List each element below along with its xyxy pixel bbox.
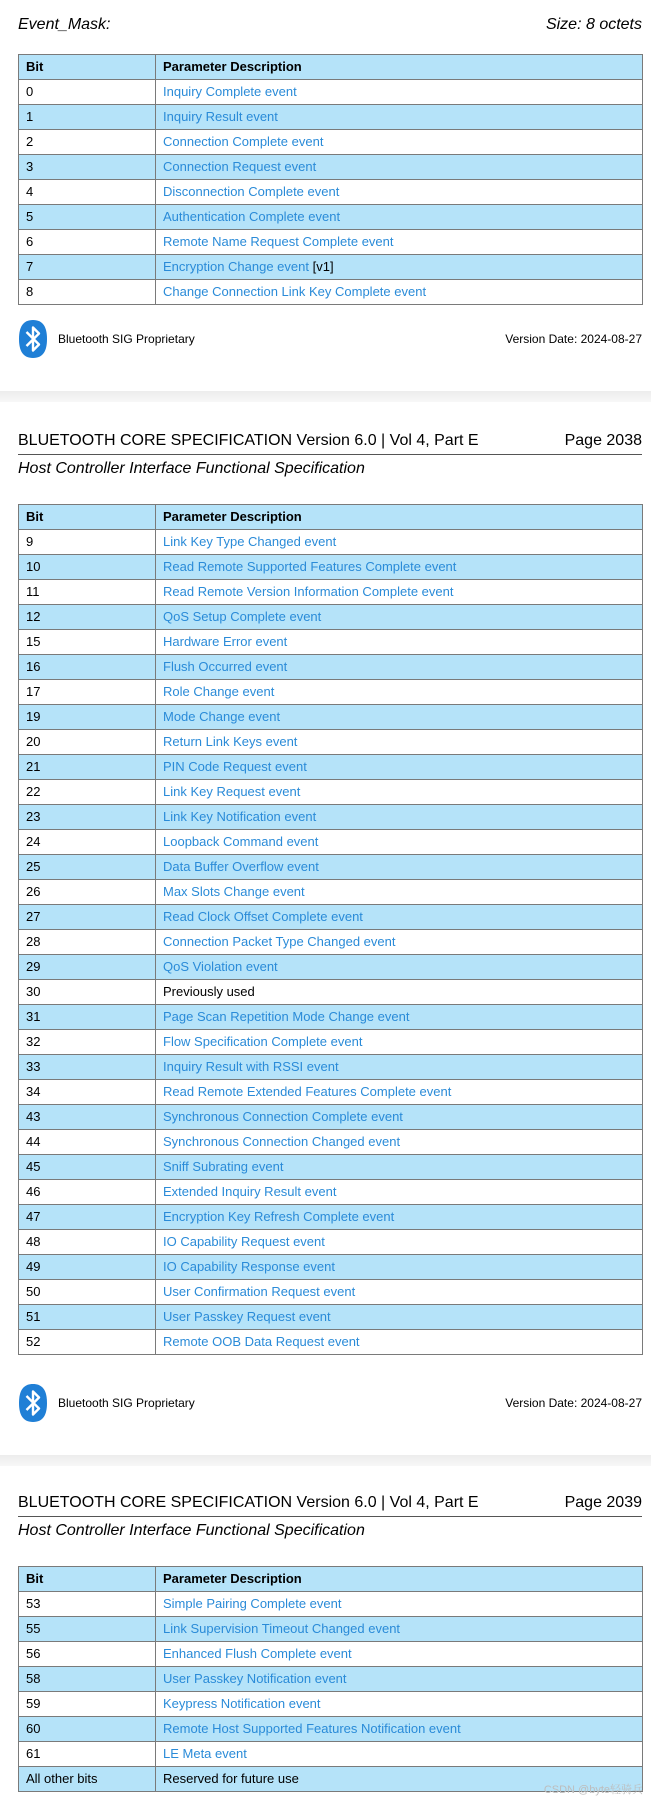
- table-row: [19, 1667, 643, 1692]
- description-cell: [156, 1180, 643, 1205]
- event-link[interactable]: Flow Specification Complete event: [163, 1034, 363, 1049]
- table-row: [19, 205, 643, 230]
- bit-cell: 50: [19, 1280, 156, 1305]
- description-cell: [156, 555, 643, 580]
- description-cell: [156, 255, 643, 280]
- page-header: [18, 432, 642, 478]
- description-cell: [156, 805, 643, 830]
- event-link[interactable]: Link Key Type Changed event: [163, 534, 337, 549]
- table-row: [19, 1255, 643, 1280]
- description-cell: [156, 1030, 643, 1055]
- table-row: [19, 80, 643, 105]
- bit-cell: 46: [19, 1180, 156, 1205]
- bit-cell: 25: [19, 855, 156, 880]
- bit-cell: 26: [19, 880, 156, 905]
- description-cell: [156, 1055, 643, 1080]
- description-cell: [156, 180, 643, 205]
- event-link[interactable]: Keypress Notification event: [163, 1696, 321, 1711]
- event-link[interactable]: Connection Packet Type Changed event: [163, 934, 396, 949]
- description-cell: [156, 1280, 643, 1305]
- description-cell: [156, 905, 643, 930]
- event-link[interactable]: PIN Code Request event: [163, 759, 307, 774]
- event-link[interactable]: Link Key Notification event: [163, 809, 317, 824]
- table-row: [19, 1030, 643, 1055]
- page-2039: [0, 1466, 651, 1801]
- description-cell: [156, 1255, 643, 1280]
- spec-title: BLUETOOTH CORE SPECIFICATION Version 6.0 | Vol 4, Part E: [18, 1494, 479, 1511]
- table-row: [19, 755, 643, 780]
- description-cell: [156, 1305, 643, 1330]
- event-link[interactable]: Synchronous Connection Changed event: [163, 1134, 401, 1149]
- event-link[interactable]: Return Link Keys event: [163, 734, 298, 749]
- version-suffix: [v1]: [308, 259, 334, 274]
- description-cell: [156, 1230, 643, 1255]
- table-row: [19, 1617, 643, 1642]
- table-row: [19, 855, 643, 880]
- bit-cell: 1: [19, 105, 156, 130]
- description-cell: [156, 780, 643, 805]
- event-link[interactable]: QoS Violation event: [163, 959, 278, 974]
- table-row: [19, 230, 643, 255]
- page-gap: [0, 1455, 651, 1466]
- description-cell: [156, 130, 643, 155]
- column-header-description: Parameter Description: [156, 1567, 643, 1592]
- table-row: [19, 705, 643, 730]
- event-link[interactable]: Max Slots Change event: [163, 884, 305, 899]
- event-link[interactable]: Read Remote Supported Features Complete event: [163, 559, 457, 574]
- event-link[interactable]: Disconnection Complete event: [163, 184, 340, 199]
- bit-cell: 5: [19, 205, 156, 230]
- bit-cell: 58: [19, 1667, 156, 1692]
- description-cell: [156, 280, 643, 305]
- bit-cell: 59: [19, 1692, 156, 1717]
- table-row: [19, 830, 643, 855]
- footer-version-date: Version Date: 2024-08-27: [505, 1396, 642, 1410]
- table-row: [19, 1280, 643, 1305]
- bit-cell: 0: [19, 80, 156, 105]
- table-row: [19, 1592, 643, 1617]
- description-cell: [156, 1080, 643, 1105]
- bit-cell: 49: [19, 1255, 156, 1280]
- description-cell: [156, 755, 643, 780]
- event-link[interactable]: QoS Setup Complete event: [163, 609, 322, 624]
- event-link[interactable]: Mode Change event: [163, 709, 281, 724]
- event-link[interactable]: Flush Occurred event: [163, 659, 288, 674]
- table-row: [19, 1642, 643, 1667]
- bit-cell: 27: [19, 905, 156, 930]
- description-text: Reserved for future use: [163, 1771, 299, 1786]
- description-cell: [156, 105, 643, 130]
- description-text: Previously used: [163, 984, 255, 999]
- description-cell: [156, 1617, 643, 1642]
- event-link[interactable]: Remote OOB Data Request event: [163, 1334, 360, 1349]
- description-cell: [156, 80, 643, 105]
- event-link[interactable]: Remote Name Request Complete event: [163, 234, 394, 249]
- bit-cell: 52: [19, 1330, 156, 1355]
- table-row: [19, 680, 643, 705]
- table-row: [19, 580, 643, 605]
- bit-cell: 31: [19, 1005, 156, 1030]
- page-number: Page 2039: [564, 1494, 642, 1511]
- page-1: [0, 0, 651, 391]
- table-row: [19, 1105, 643, 1130]
- bit-cell: 45: [19, 1155, 156, 1180]
- bit-cell: 55: [19, 1617, 156, 1642]
- description-cell: [156, 1205, 643, 1230]
- table-row: [19, 1330, 643, 1355]
- event-link[interactable]: Authentication Complete event: [163, 209, 341, 224]
- bit-cell: 2: [19, 130, 156, 155]
- event-link[interactable]: LE Meta event: [163, 1746, 247, 1761]
- bit-cell: 6: [19, 230, 156, 255]
- event-link[interactable]: User Passkey Request event: [163, 1309, 331, 1324]
- description-cell: [156, 955, 643, 980]
- bit-cell: 29: [19, 955, 156, 980]
- description-cell: [156, 655, 643, 680]
- table-row: [19, 1692, 643, 1717]
- table-row: [19, 1305, 643, 1330]
- page-number: Page 2038: [564, 432, 642, 449]
- page-gap: [0, 391, 651, 402]
- bit-cell: 7: [19, 255, 156, 280]
- event-link[interactable]: Connection Request event: [163, 159, 317, 174]
- bluetooth-icon: [18, 1383, 48, 1423]
- bluetooth-icon: [18, 319, 48, 359]
- event-mask-table-3: [18, 1566, 643, 1792]
- table-row: [19, 1205, 643, 1230]
- bit-cell: 48: [19, 1230, 156, 1255]
- bit-cell: All other bits: [19, 1767, 156, 1792]
- event-link[interactable]: User Confirmation Request event: [163, 1284, 356, 1299]
- table-row: [19, 930, 643, 955]
- table-row: [19, 1130, 643, 1155]
- spec-subtitle: Host Controller Interface Functional Specification: [18, 460, 365, 477]
- event-link[interactable]: Extended Inquiry Result event: [163, 1184, 337, 1199]
- event-link[interactable]: IO Capability Response event: [163, 1259, 335, 1274]
- event-link[interactable]: Hardware Error event: [163, 634, 288, 649]
- description-cell: [156, 1592, 643, 1617]
- description-cell: [156, 1692, 643, 1717]
- bit-cell: 15: [19, 630, 156, 655]
- event-link[interactable]: Data Buffer Overflow event: [163, 859, 319, 874]
- bit-cell: 3: [19, 155, 156, 180]
- bit-cell: 11: [19, 580, 156, 605]
- bit-cell: 34: [19, 1080, 156, 1105]
- event-link[interactable]: Link Supervision Timeout Changed event: [163, 1621, 401, 1636]
- event-link[interactable]: Inquiry Result event: [163, 109, 278, 124]
- table-row: [19, 1005, 643, 1030]
- bit-cell: 17: [19, 680, 156, 705]
- table-row: [19, 905, 643, 930]
- description-cell: [156, 1005, 643, 1030]
- table-header-row: [19, 1567, 643, 1592]
- bit-cell: 30: [19, 980, 156, 1005]
- column-header-bit: Bit: [19, 1567, 156, 1592]
- table-row: [19, 105, 643, 130]
- description-cell: [156, 230, 643, 255]
- event-link[interactable]: Inquiry Result with RSSI event: [163, 1059, 339, 1074]
- event-link[interactable]: Sniff Subrating event: [163, 1159, 284, 1174]
- table-row: [19, 130, 643, 155]
- description-cell: [156, 730, 643, 755]
- table-row: [19, 805, 643, 830]
- bit-cell: 47: [19, 1205, 156, 1230]
- description-cell: [156, 855, 643, 880]
- table-header-row: [19, 505, 643, 530]
- table-row: [19, 180, 643, 205]
- bit-cell: 22: [19, 780, 156, 805]
- footer-proprietary: Bluetooth SIG Proprietary: [58, 1396, 195, 1410]
- table-row: [19, 630, 643, 655]
- description-cell: [156, 605, 643, 630]
- column-header-bit: Bit: [19, 55, 156, 80]
- description-cell: [156, 1667, 643, 1692]
- table-header-row: [19, 55, 643, 80]
- bit-cell: 32: [19, 1030, 156, 1055]
- bit-cell: 53: [19, 1592, 156, 1617]
- event-link[interactable]: Role Change event: [163, 684, 275, 699]
- table-row: [19, 530, 643, 555]
- bit-cell: 51: [19, 1305, 156, 1330]
- event-link[interactable]: Simple Pairing Complete event: [163, 1596, 342, 1611]
- event-link[interactable]: Inquiry Complete event: [163, 84, 297, 99]
- column-header-bit: Bit: [19, 505, 156, 530]
- bit-cell: 44: [19, 1130, 156, 1155]
- event-link[interactable]: User Passkey Notification event: [163, 1671, 347, 1686]
- table-row: [19, 730, 643, 755]
- event-mask-label: Event_Mask:: [18, 16, 111, 33]
- description-cell: [156, 1330, 643, 1355]
- event-link[interactable]: Read Remote Extended Features Complete event: [163, 1084, 452, 1099]
- page-footer: [18, 319, 642, 359]
- bit-cell: 19: [19, 705, 156, 730]
- bit-cell: 24: [19, 830, 156, 855]
- event-link[interactable]: Change Connection Link Key Complete event: [163, 284, 427, 299]
- description-cell: [156, 1155, 643, 1180]
- description-cell: [156, 880, 643, 905]
- event-link[interactable]: Page Scan Repetition Mode Change event: [163, 1009, 410, 1024]
- event-link[interactable]: Encryption Key Refresh Complete event: [163, 1209, 395, 1224]
- bit-cell: 56: [19, 1642, 156, 1667]
- table-row: [19, 955, 643, 980]
- event-link[interactable]: Remote Host Supported Features Notification event: [163, 1721, 461, 1736]
- description-cell: [156, 155, 643, 180]
- event-link[interactable]: Encryption Change event: [163, 259, 309, 274]
- description-cell: [156, 980, 643, 1005]
- table-row: [19, 1717, 643, 1742]
- column-header-description: Parameter Description: [156, 505, 643, 530]
- bit-cell: 33: [19, 1055, 156, 1080]
- event-link[interactable]: IO Capability Request event: [163, 1234, 325, 1249]
- footer-proprietary: Bluetooth SIG Proprietary: [58, 332, 195, 346]
- bit-cell: 10: [19, 555, 156, 580]
- bit-cell: 28: [19, 930, 156, 955]
- event-link[interactable]: Read Remote Version Information Complete event: [163, 584, 454, 599]
- table-row: [19, 1230, 643, 1255]
- bit-cell: 16: [19, 655, 156, 680]
- watermark: CSDN @byte轻骑兵: [543, 1784, 643, 1796]
- table-row: [19, 655, 643, 680]
- spec-title: BLUETOOTH CORE SPECIFICATION Version 6.0 | Vol 4, Part E: [18, 432, 479, 449]
- description-cell: [156, 580, 643, 605]
- bit-cell: 21: [19, 755, 156, 780]
- table-row: [19, 1180, 643, 1205]
- event-mask-table-2: [18, 504, 643, 1355]
- event-link[interactable]: Connection Complete event: [163, 134, 324, 149]
- description-cell: [156, 930, 643, 955]
- page-2038: [0, 402, 651, 1455]
- table-row: [19, 1055, 643, 1080]
- bit-cell: 61: [19, 1742, 156, 1767]
- footer-version-date: Version Date: 2024-08-27: [505, 332, 642, 346]
- event-link[interactable]: Read Clock Offset Complete event: [163, 909, 363, 924]
- column-header-description: Parameter Description: [156, 55, 643, 80]
- description-cell: [156, 1742, 643, 1767]
- table-row: [19, 1742, 643, 1767]
- table-row: [19, 980, 643, 1005]
- page-footer: [18, 1383, 642, 1423]
- description-cell: [156, 680, 643, 705]
- event-link[interactable]: Link Key Request event: [163, 784, 301, 799]
- bit-cell: 20: [19, 730, 156, 755]
- table-row: [19, 605, 643, 630]
- bit-cell: 60: [19, 1717, 156, 1742]
- description-cell: [156, 1130, 643, 1155]
- event-link[interactable]: Enhanced Flush Complete event: [163, 1646, 352, 1661]
- event-link[interactable]: Loopback Command event: [163, 834, 319, 849]
- bit-cell: 4: [19, 180, 156, 205]
- bit-cell: 8: [19, 280, 156, 305]
- spec-subtitle: Host Controller Interface Functional Specification: [18, 1522, 365, 1539]
- description-cell: [156, 630, 643, 655]
- bit-cell: 9: [19, 530, 156, 555]
- description-cell: [156, 1717, 643, 1742]
- bit-cell: 23: [19, 805, 156, 830]
- description-cell: [156, 530, 643, 555]
- table-row: [19, 880, 643, 905]
- description-cell: [156, 830, 643, 855]
- table-row: [19, 280, 643, 305]
- table-row: [19, 155, 643, 180]
- size-label: Size: 8 octets: [545, 16, 642, 33]
- description-cell: [156, 1642, 643, 1667]
- description-cell: [156, 205, 643, 230]
- table-row: [19, 255, 643, 280]
- description-cell: [156, 705, 643, 730]
- table-row: [19, 1155, 643, 1180]
- page-header: [18, 1494, 642, 1540]
- bit-cell: 43: [19, 1105, 156, 1130]
- table-row: [19, 1080, 643, 1105]
- table-row: [19, 780, 643, 805]
- bit-cell: 12: [19, 605, 156, 630]
- description-cell: [156, 1105, 643, 1130]
- table-row: [19, 555, 643, 580]
- event-mask-table-1: [18, 54, 643, 305]
- event-link[interactable]: Synchronous Connection Complete event: [163, 1109, 403, 1124]
